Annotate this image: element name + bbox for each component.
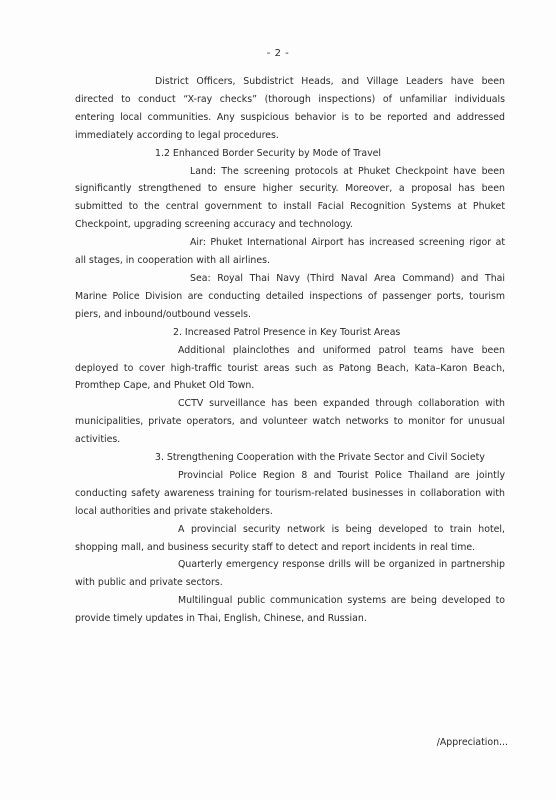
document-body xyxy=(75,73,505,628)
continuation-note: /Appreciation... xyxy=(436,737,508,748)
paragraph-police-training: Provincial Police Region 8 and Tourist Police Thailand are jointly conducting safety awareness training for tourism-related businesses in collaboration with local authorities and private stakeholders. xyxy=(75,469,505,517)
page-number: - 2 - xyxy=(266,48,290,59)
paragraph-land-screening: Land: The screening protocols at Phuket Checkpoint have been significantly strengthened to ensure higher security. Moreover, a proposal has been submitted to the central government to install Facial Recognition Systems at Phuket Checkpoint, upgrading screening accuracy and technology. xyxy=(75,165,505,231)
heading-border-security: 1.2 Enhanced Border Security by Mode of Travel xyxy=(155,147,382,159)
paragraph-local-leaders: District Officers, Subdistrict Heads, and Village Leaders have been directed to conduct “X-ray checks” (thorough inspections) of unfamiliar individuals entering local communities. Any suspicious behavior is to be reported and addressed immediately according to legal procedures. xyxy=(75,76,505,141)
heading-cooperation: 3. Strengthening Cooperation with the Private Sector and Civil Society xyxy=(155,452,485,464)
heading-patrol-presence: 2. Increased Patrol Presence in Key Tourist Areas xyxy=(173,326,401,338)
paragraph-emergency-drills: Quarterly emergency response drills will be organized in partnership with public and private sectors. xyxy=(75,559,505,589)
paragraph-air-screening: Air: Phuket International Airport has increased screening rigor at all stages, in cooperation with all airlines. xyxy=(75,237,505,267)
paragraph-sea-inspections: Sea: Royal Thai Navy (Third Naval Area Command) and Thai Marine Police Division are conducting detailed inspections of passenger ports, tourism piers, and inbound/outbound vessels. xyxy=(75,272,505,320)
paragraph-cctv: CCTV surveillance has been expanded through collaboration with municipalities, private operators, and volunteer watch networks to monitor for unusual activities. xyxy=(75,398,505,446)
paragraph-security-network: A provincial security network is being developed to train hotel, shopping mall, and business security staff to detect and report incidents in real time. xyxy=(75,523,505,553)
paragraph-multilingual: Multilingual public communication systems are being developed to provide timely updates in Thai, English, Chinese, and Russian. xyxy=(75,595,505,625)
paragraph-patrol-teams: Additional plainclothes and uniformed patrol teams have been deployed to cover high-traffic tourist areas such as Patong Beach, Kata–Karon Beach, Promthep Cape, and Phuket Old Town. xyxy=(75,344,505,392)
